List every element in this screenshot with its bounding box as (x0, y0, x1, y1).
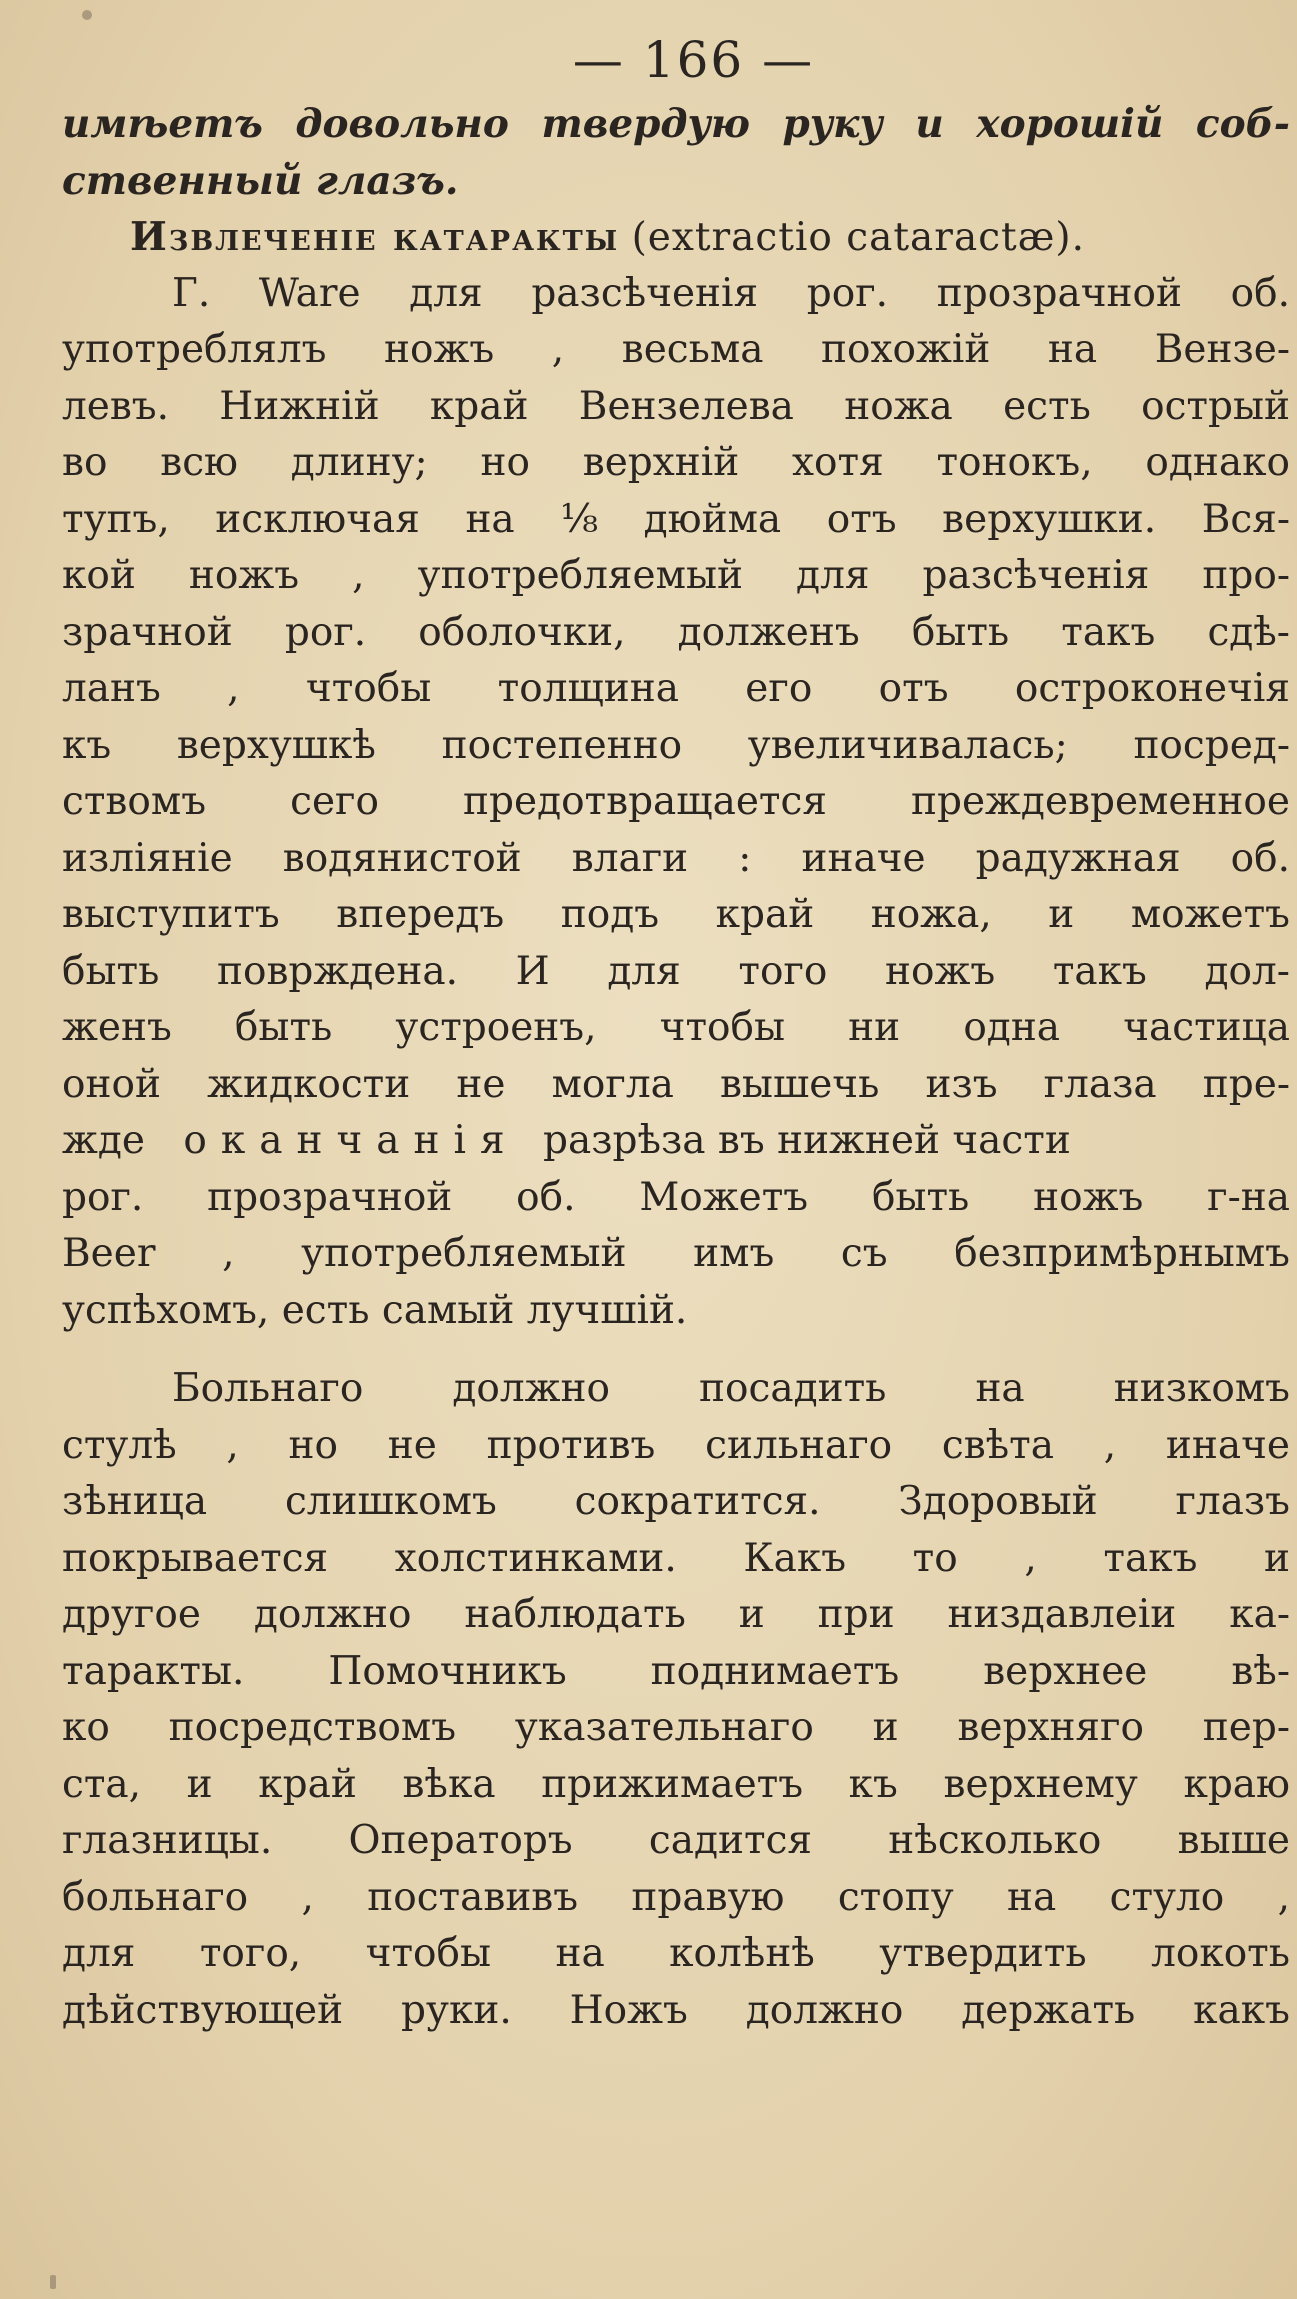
spaced-word: оканчанія (183, 1118, 519, 1163)
paper-spot (82, 10, 92, 20)
paragraph-line: больнаго , поставивъ правую стопу на стуло , (62, 1874, 1290, 1920)
paragraph-line: дѣйствующей руки. Ножъ должно держать какъ (62, 1987, 1290, 2033)
paragraph-1 (62, 266, 1290, 1340)
paragraph-line: глазницы. Операторъ садится нѣсколько выше (62, 1818, 1290, 1863)
paragraph-line: стулѣ , но не противъ сильнаго свѣта , иначе (62, 1422, 1290, 1468)
spaced-rest: разрѣза въ нижней части (543, 1118, 1071, 1163)
paragraph-line: ланъ , чтобы толщина его отъ остроконечія (62, 666, 1290, 711)
paragraph-line: изліяніе водянистой влаги : иначе радужная об. (62, 835, 1290, 881)
paragraph-line: ста, и край вѣка прижимаетъ къ верхнему краю (62, 1761, 1290, 1807)
heading-title: Извлеченіе катаракты (130, 214, 620, 260)
paragraph-line: Больнаго должно посадить на низкомъ (172, 1366, 1290, 1411)
paragraph-line: зрачной рог. оболочки, долженъ быть такъ сдѣ- (62, 609, 1290, 655)
paragraph-line: зѣница слишкомъ сократится. Здоровый глазъ (62, 1479, 1290, 1524)
page-number: — 166 — (572, 31, 815, 89)
paragraph-gap (62, 1339, 1290, 1361)
paragraph-line: быть повржденa. И для того ножъ такъ дол- (62, 948, 1290, 994)
paragraph-line: къ верхушкѣ постепенно увеличивалась; посред- (62, 722, 1290, 768)
paragraph-line: для того, чтобы на колѣнѣ утвердить локоть (62, 1931, 1290, 1976)
paragraph-line: выступитъ впередъ подъ край ножа, и можетъ (62, 892, 1290, 937)
paragraph-line-spaced (62, 1113, 1290, 1170)
paragraph-line: употреблялъ ножъ , весьма похожій на Вензе- (62, 327, 1290, 372)
paragraph-line: таракты. Помочникъ поднимаетъ верхнее вѣ- (62, 1648, 1290, 1694)
paragraph-line: покрывается холстинками. Какъ то , такъ и (62, 1535, 1290, 1581)
heading-latin: (extractio cataractæ). (631, 215, 1085, 260)
paragraph-line: оной жидкости не могла вышечь изъ глаза пре- (62, 1061, 1290, 1107)
spaced-lead: жде (62, 1118, 145, 1163)
paragraph-2 (62, 1361, 1290, 2039)
section-heading (62, 209, 1290, 266)
intro-line-1: имѣетъ довольно твердую руку и хорошій соб- (62, 101, 1290, 147)
paragraph-line: Beer , употребляемый имъ съ безпримѣрнымъ (62, 1231, 1290, 1276)
paragraph-line: ко посредствомъ указательнаго и верхняго пер- (62, 1705, 1290, 1750)
paragraph-line: женъ быть устроенъ, чтобы ни одна частица (62, 1005, 1290, 1050)
paragraph-line: ствомъ сего предотвращается преждевременное (62, 779, 1290, 824)
intro-line-2: ственный глазъ. (62, 157, 459, 204)
paragraph-line: левъ. Нижній край Вензелева ножа есть острый (62, 383, 1290, 429)
paragraph-line: тупъ, исключая на ⅛ дюйма отъ верхушки. Вся- (62, 496, 1290, 542)
paragraph-line: рог. прозрачной об. Можетъ быть ножъ г-на (62, 1174, 1290, 1220)
paragraph-line: кой ножъ , употребляемый для разсѣченія про- (62, 553, 1290, 598)
paragraph-line: Г. Ware для разсѣченія рог. прозрачной об. (172, 270, 1290, 316)
paper-spot (50, 2275, 56, 2289)
text-body (62, 96, 1290, 2039)
paragraph-line: другое должно наблюдать и при низдавлеіи ка- (62, 1592, 1290, 1637)
paragraph-line: успѣхомъ, есть самый лучшій. (62, 1287, 688, 1333)
paragraph-line: во всю длину; но верхній хотя тонокъ, однако (62, 440, 1290, 485)
